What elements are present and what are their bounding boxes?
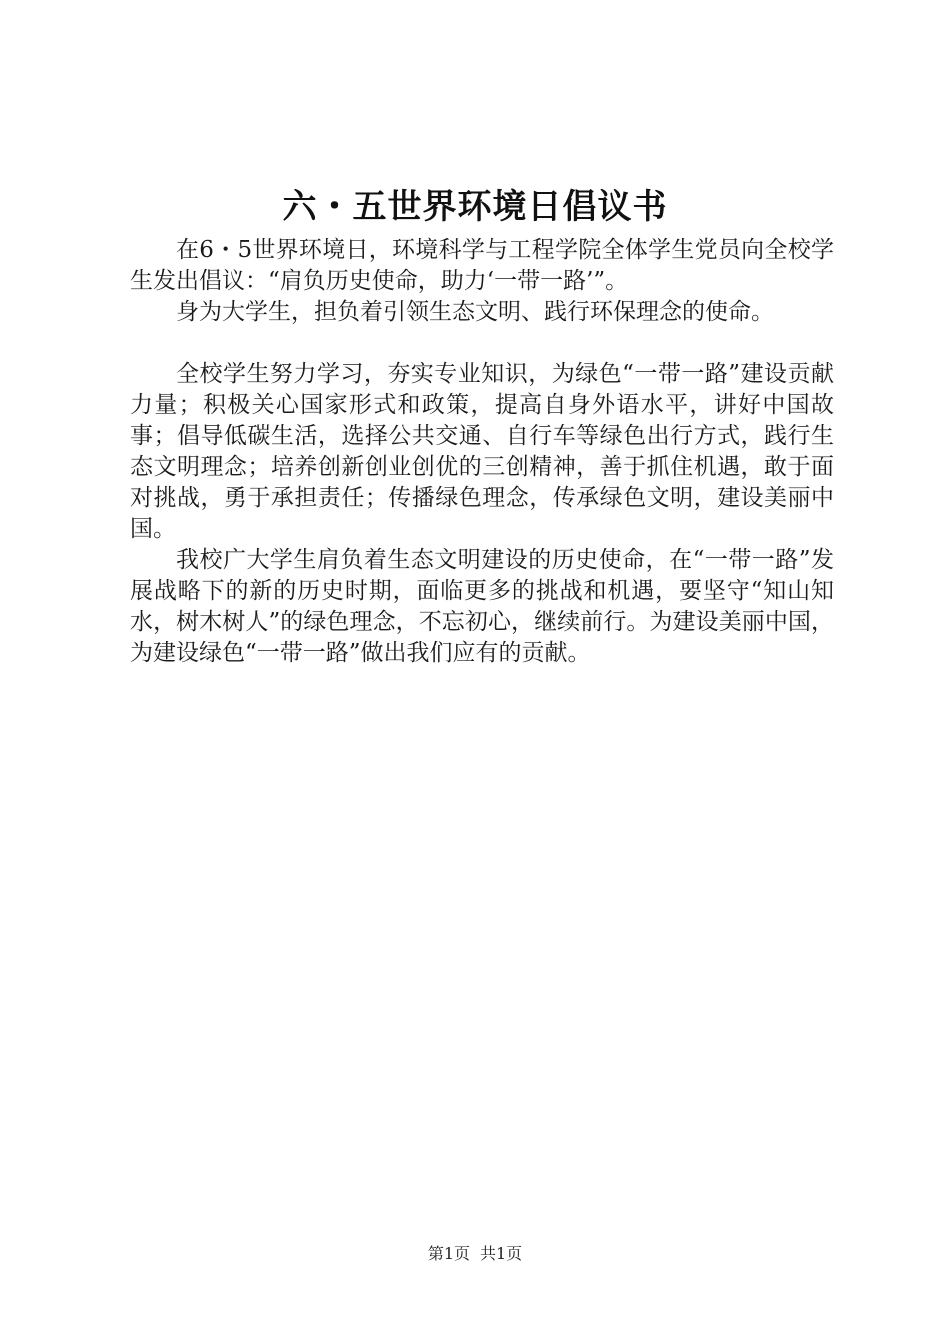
- paragraph-actions: 全校学生努力学习，夯实专业知识，为绿色“一带一路”建设贡献力量；积极关心国家形式和政策，提高自身外语水平，讲好中国故事；倡导低碳生活，选择公共交通、自行车等绿色出行方式，践行生态文明理念；培养创新创业创优的三创精神，善于抓住机遇，敢于面对挑战，勇于承担责任；传播绿色理念，传承绿色文明，建设美丽中国。: [130, 361, 834, 542]
- page-number-current: 第1页: [427, 1244, 470, 1263]
- document-body: [130, 235, 834, 669]
- page-footer: [0, 1243, 950, 1265]
- page-number-total: 共1页: [480, 1244, 523, 1263]
- paragraph-spacer: [130, 328, 834, 359]
- paragraph-mission: 身为大学生，担负着引领生态文明、践行环保理念的使命。: [176, 299, 774, 325]
- paragraph-initiative: 在6・5世界环境日，环境科学与工程学院全体学生党员向全校学生发出倡议：“肩负历史使命，助力‘一带一路’”。: [130, 237, 834, 294]
- paragraph-conclusion: 我校广大学生肩负着生态文明建设的历史使命，在“一带一路”发展战略下的新的历史时期，面临更多的挑战和机遇，要坚守“知山知水，树木树人”的绿色理念，不忘初心，继续前行。为建设美丽中国，为建设绿色“一带一路”做出我们应有的贡献。: [130, 547, 834, 666]
- document-title: 六・五世界环境日倡议书: [282, 187, 668, 227]
